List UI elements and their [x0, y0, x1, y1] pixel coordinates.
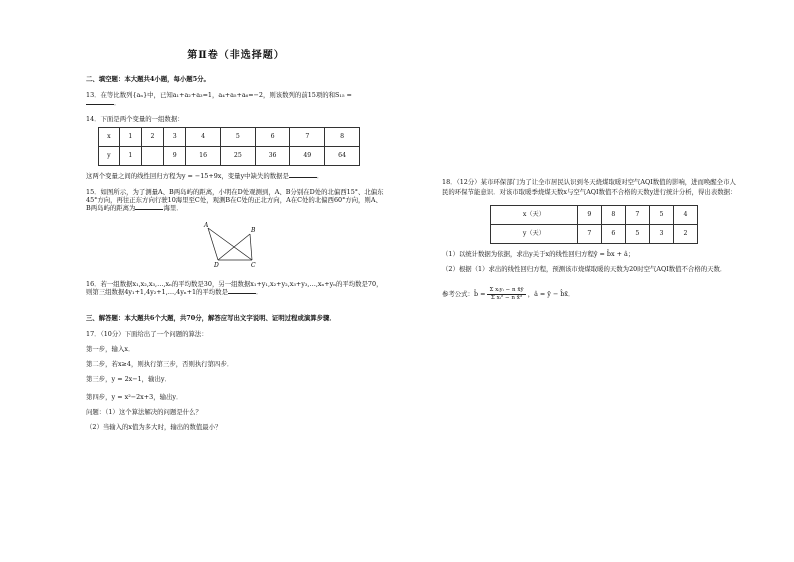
answer-blank: [86, 104, 114, 105]
question-18-part1: （1）以统计数据为依据，求出y关于x的线性回归方程ŷ = b̂x + â；: [442, 249, 635, 258]
right-column: [442, 178, 742, 302]
answer-blank: [289, 177, 317, 178]
island-diagram: [196, 220, 266, 270]
answer-blank: [135, 209, 163, 210]
table-row: x（天） 9 8 7 5 4: [491, 205, 698, 224]
question-13: 13．在等比数列{aₙ}中，已知a₁+a₂+a₃=1，a₄+a₅+a₆=−2，则该数列的前15项的和S₁₅ = ．: [86, 90, 352, 107]
question-17-part2: （2）当输入的x值为多大时，输出的数值最小？: [86, 422, 222, 431]
question-18: 18．（12分）某市环保部门为了让全市居民认识到冬天烧煤取暖对空气AQI数值的影响，进而唤醒全市人民的环保节能意识．对该市取暖季烧煤天数x与空气AQI数值不合格的天数y进行统计分析，得出表数据：: [442, 178, 737, 196]
q18-table: [490, 205, 698, 244]
step-4: 第四步，y = x²−2x+3，输出y．: [86, 392, 183, 401]
answer-blank: [228, 293, 256, 294]
label-a: A: [204, 221, 209, 229]
section3-heading: 三、解答题：本大题共6个大题，共70分，解答应写出文字说明、证明过程或演算步骤．: [86, 313, 336, 322]
question-17-part1: 问题：（1）这个算法解决的问题是什么？: [86, 407, 202, 416]
section2-heading: 二、填空题：本大题共4小题，每小题5分。: [86, 74, 210, 83]
question-16: 16．若一组数据x₁,x₂,x₃,…,xₙ的平均数是30，另一组数据x₁+y₁,x₂+y₂,x₃+y₃,…,xₙ+yₙ的平均数是70，则第三组数据4y₁+1,4y₂+1,…,4yₙ+1的平均数是 ．: [86, 279, 383, 296]
formula-fraction: $\frac{\text{Σ xᵢyᵢ − n x̄ȳ}}{\text{Σ xᵢ² − n x̄²}}$: [489, 286, 524, 301]
table-row: y（天） 7 6 5 3 2: [491, 224, 698, 243]
question-17: 17．（10分）下面给出了一个问题的算法：: [86, 329, 208, 338]
label-b: B: [251, 226, 256, 234]
step-3: 第三步，y = 2x−1，输出y．: [86, 374, 171, 383]
reference-formula: 参考公式：b̂ = $\frac{\text{Σ xᵢyᵢ − n x̄ȳ}}{\text{Σ xᵢ² − n x̄²}}$ ，â = ȳ − b̂x̄．: [442, 286, 575, 301]
table-row: y 1 9 16 25 36 49 64: [99, 146, 360, 165]
q14-table: [98, 127, 360, 166]
question-14: 14．下面是两个变量的一组数据： x 1 2 3 4 5 6 7 8 y 1 9 16 25 36 49 64 这两个变量之间的线性回归方程为y = −15+9x，变量y中缺失的数据是 ．: [86, 115, 386, 180]
question-18-part2: （2）根据（1）求出的线性回归方程，预测该市烧煤取暖的天数为20时空气AQI数值不合格的天数．: [442, 264, 727, 273]
label-d: D: [214, 261, 219, 269]
table-row: x 1 2 3 4 5 6 7 8: [99, 127, 360, 146]
label-c: C: [251, 261, 256, 269]
left-column: [86, 50, 386, 438]
question-15: 15．如图所示，为了测量A、B两岛屿的距离，小明在D处观测到，A、B分别在D处的北偏西15°、北偏东45°方向，再往正东方向行驶10海里至C处，观测B在C处的正北方向，A在C处的北偏西60°方向，则A、B两岛屿的距离为 海里．: [86, 187, 384, 212]
step-2: 第二步，若x≥4，则执行第三步，否则执行第四步．: [86, 359, 234, 368]
step-1: 第一步，输入x．: [86, 344, 135, 353]
page-title: 第Ⅱ卷（非选择题）: [187, 50, 285, 61]
